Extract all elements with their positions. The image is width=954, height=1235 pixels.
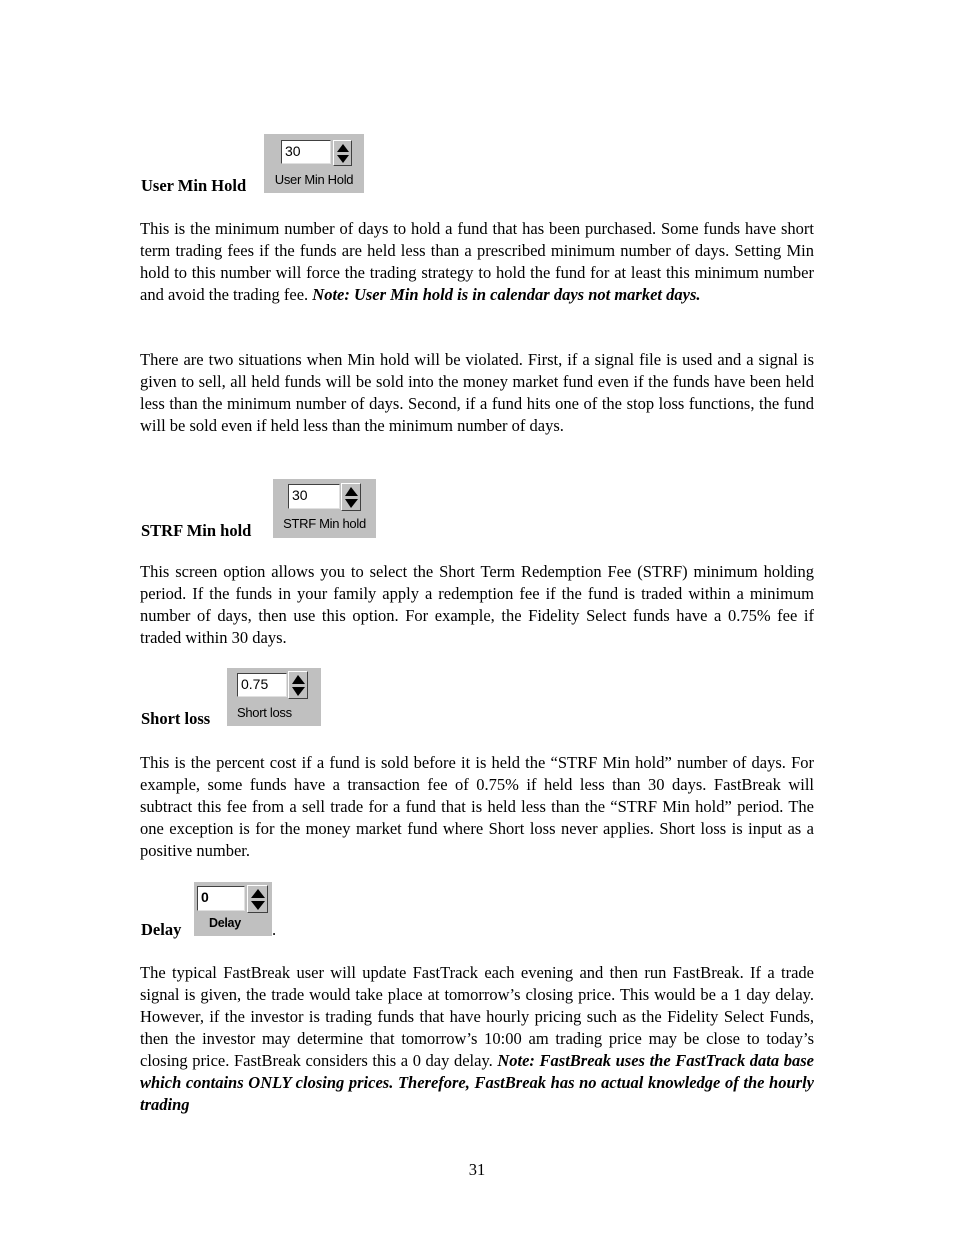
heading-delay: Delay	[141, 920, 182, 939]
user-min-hold-spinner[interactable]	[333, 140, 352, 166]
short-loss-paragraph: This is the percent cost if a fund is sold before it is held the “STRF Min hold” number of days. For example, some funds have a transaction fee of 0.75% if held less than 30 days. FastBreak will subtract this fee from a sell trade for a fund that is held less than the “STRF Min hold” period. The one exception is for the money market fund where Short loss never applies. Short loss is input as a positive number.	[140, 753, 814, 860]
delay-paragraph: The typical FastBreak user will update FastTrack each evening and then run FastBreak. If a trade signal is given, the trade would take place at tomorrow’s closing price. This would be a 1 day delay. However, if the investor is trading funds that have hourly pricing such as the Fidelity Select Funds, then the investor may determine that tomorrow’s 10:00 am trading price may be close to today’s closing price. FastBreak considers this a 0 day delay. Note: FastBreak uses the FastTrack data base which contains ONLY closing prices. Therefore, FastBreak has no actual knowledge of the hourly trading	[140, 963, 814, 1114]
spin-arrows-icon	[289, 672, 309, 700]
spin-arrows-icon	[334, 141, 353, 167]
user-min-hold-note: Note: User Min hold is in calendar days not market days.	[312, 285, 701, 304]
short-loss-label: Short loss	[237, 705, 292, 720]
user-min-hold-control	[264, 134, 364, 193]
delay-spinner[interactable]	[247, 885, 268, 913]
page-number: 31	[468, 1160, 486, 1179]
short-loss-spinner[interactable]	[288, 671, 308, 699]
strf-min-hold-spinner[interactable]	[341, 483, 361, 511]
short-loss-control	[227, 668, 321, 726]
heading-strf-min-hold: STRF Min hold	[141, 521, 252, 540]
heading-short-loss: Short loss	[141, 709, 211, 728]
min-hold-violation-paragraph: There are two situations when Min hold will be violated. First, if a signal file is used and a signal is given to sell, all held funds will be sold into the money market fund even if the funds have been held less than the minimum number of days. Second, if a fund hits one of the stop loss functions, the fund will be sold even if held less than the minimum number of days.	[140, 350, 814, 435]
delay-input[interactable]: 0	[197, 886, 245, 911]
strf-min-hold-input[interactable]: 30	[288, 484, 340, 509]
delay-control	[194, 882, 272, 936]
strf-min-hold-control	[273, 479, 376, 538]
spin-arrows-icon	[342, 484, 362, 512]
delay-trailing-period: .	[272, 920, 277, 939]
delay-note: Note: FastBreak uses the FastTrack data base which contains ONLY closing prices. Therefore, FastBreak has no actual knowledge of the hourly trading	[140, 1051, 814, 1114]
spin-arrows-icon	[248, 886, 269, 914]
user-min-hold-paragraph: This is the minimum number of days to hold a fund that has been purchased. Some funds have short term trading fees if the funds are held less than a prescribed minimum number of days. Setting Min hold to this number will force the trading strategy to hold the fund for at least this minimum number and avoid the trading fee. Note: User Min hold is in calendar days not market days.	[140, 219, 814, 304]
strf-min-hold-label: STRF Min hold	[283, 516, 366, 531]
strf-min-hold-paragraph: This screen option allows you to select the Short Term Redemption Fee (STRF) minimum holding period. If the funds in your family apply a redemption fee if the fund is traded within a minimum number of days, then use this option. For example, the Fidelity Select funds have a 0.75% fee if traded within 30 days.	[140, 562, 814, 647]
user-min-hold-label: User Min Hold	[274, 172, 354, 187]
delay-label: Delay	[209, 916, 241, 930]
short-loss-input[interactable]: 0.75	[237, 673, 287, 697]
user-min-hold-input[interactable]: 30	[281, 140, 331, 164]
heading-user-min-hold: User Min Hold	[141, 176, 247, 195]
